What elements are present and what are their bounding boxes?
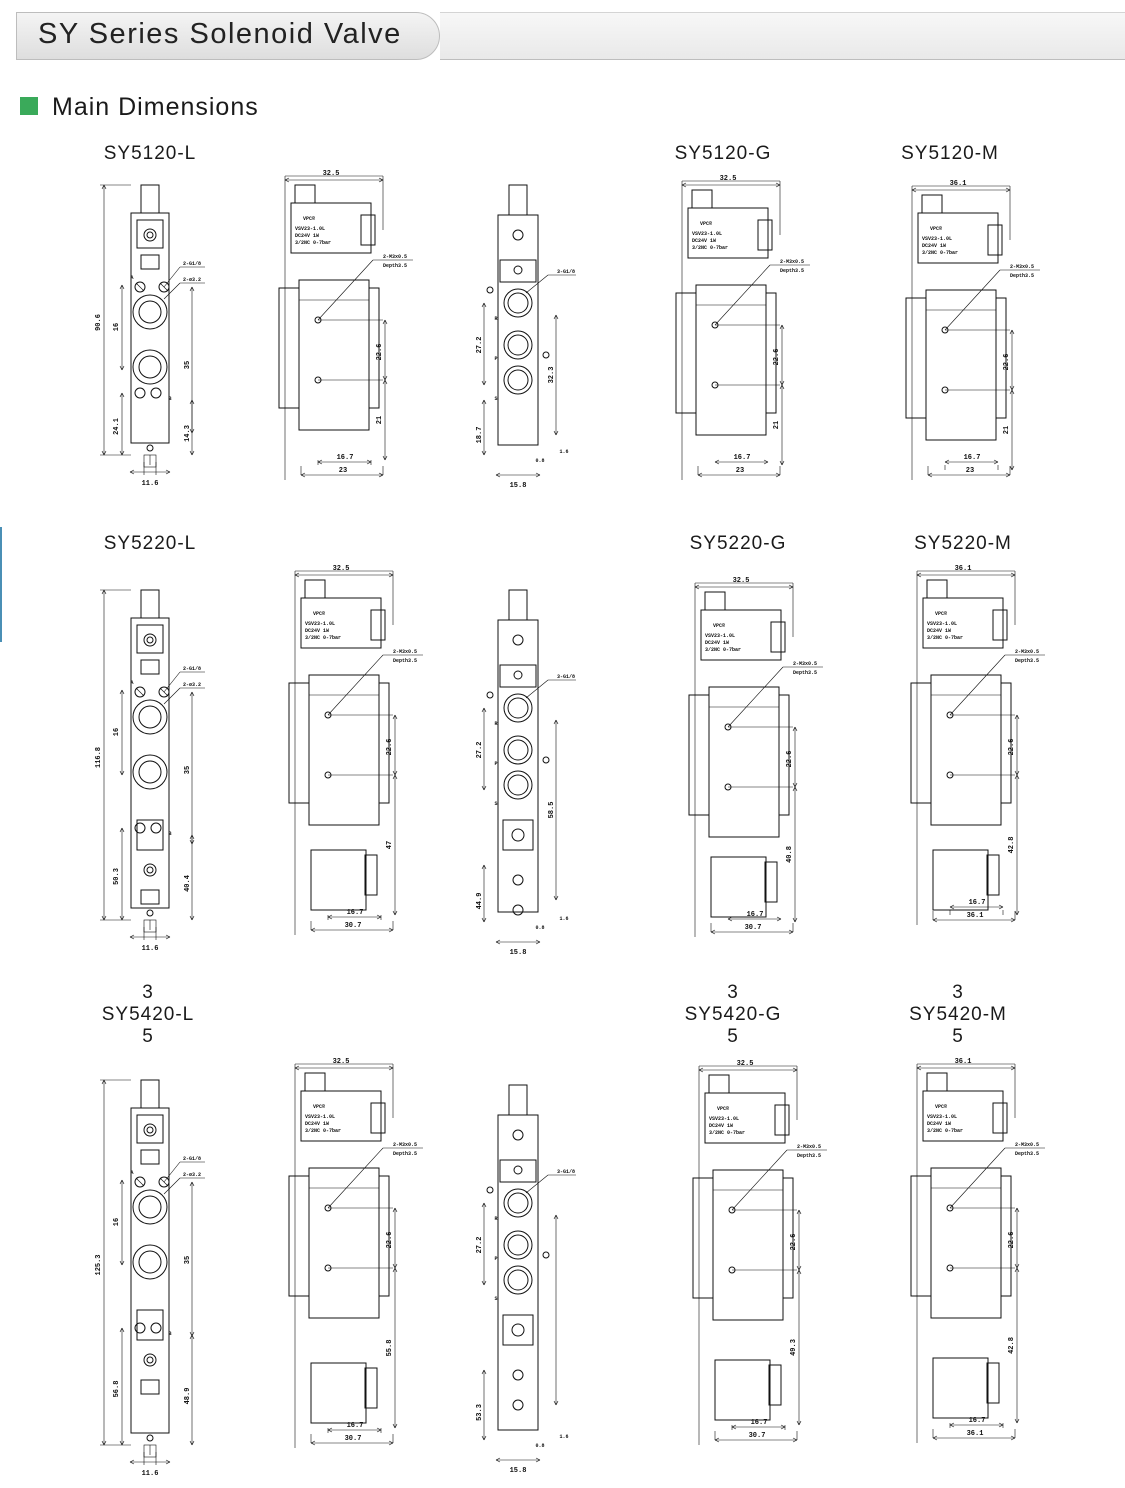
- dimension-label: Depth3.5: [779, 268, 805, 274]
- dimension-label: 0.8: [535, 1443, 545, 1449]
- model-label-sy5420-g: 3 SY5420-G 5: [684, 982, 782, 1047]
- port-mark-s: S: [494, 801, 498, 807]
- dimension-label: 2-M3x0.5: [779, 259, 805, 265]
- port-mark-s: S: [494, 396, 498, 402]
- dimension-label: 2-M3x0.5: [392, 649, 418, 655]
- coil-power: DC24V 1W: [927, 1121, 952, 1127]
- coil-power: DC24V 1W: [305, 1121, 330, 1127]
- coil-model: VSV23-1.0L: [692, 231, 723, 237]
- model-label-sy5420-l: 3 SY5420-L 5: [101, 982, 195, 1047]
- side-view-drawing: [905, 1058, 1075, 1483]
- dimension-label: 23: [735, 467, 745, 475]
- coil-power: DC24V 1W: [922, 243, 947, 249]
- coil-spec: 3/2NC 0-7bar: [922, 250, 959, 256]
- dimension-label: 32.5: [719, 175, 737, 183]
- dimension-label: 23: [338, 467, 348, 475]
- dimension-label: 27.2: [476, 336, 484, 354]
- model-label-sy5220-l: SY5220-L: [103, 533, 197, 554]
- dimension-label: 36.1: [954, 565, 972, 573]
- dimension-label: 42.8: [1008, 1337, 1016, 1354]
- coil-model: VSV23-1.0L: [305, 621, 336, 627]
- port-mark-a: A: [130, 680, 134, 686]
- dimension-label: 56.8: [113, 1380, 121, 1398]
- coil-brand: VPC®: [935, 1104, 948, 1110]
- dimension-label: 14.3: [184, 425, 192, 442]
- dimension-label: 53.3: [476, 1404, 484, 1421]
- dimension-label: 32.5: [732, 577, 750, 585]
- section-title: Main Dimensions: [52, 93, 259, 121]
- dimension-label: 24.1: [113, 418, 121, 435]
- side-view-drawing: [283, 1058, 453, 1488]
- port-mark-b: B: [168, 1331, 172, 1337]
- dimension-label: 48.9: [184, 1387, 192, 1405]
- coil-model: VSV23-1.0L: [705, 633, 736, 639]
- model-label-sy5120-l: SY5120-L: [103, 143, 197, 164]
- dimension-label: 0.8: [535, 458, 545, 464]
- coil-brand: VPC®: [717, 1106, 730, 1112]
- dimension-label: 2-M3x0.5: [1014, 1142, 1040, 1148]
- dimension-label: 22.6: [1008, 1231, 1016, 1249]
- dimension-label: 3-G1/8: [556, 674, 576, 680]
- dimension-label: 2-M3x0.5: [392, 1142, 418, 1148]
- dimension-label: Depth3.5: [382, 263, 408, 269]
- dimension-label: 35: [184, 360, 192, 370]
- port-view-drawing: [478, 1075, 588, 1480]
- dimension-label: 1.6: [559, 1434, 569, 1440]
- coil-brand: VPC®: [930, 226, 943, 232]
- dimension-label: 22.6: [773, 348, 781, 366]
- dimension-label: 11.6: [141, 1470, 159, 1478]
- dimension-label: 36.1: [954, 1058, 972, 1066]
- dimension-label: 47: [386, 840, 394, 850]
- coil-model: VSV23-1.0L: [927, 1114, 958, 1120]
- coil-power: DC24V 1W: [692, 238, 717, 244]
- side-view-drawing: [683, 577, 853, 977]
- dimension-label: 2-M3x0.5: [1009, 264, 1035, 270]
- dimension-label: 44.9: [476, 892, 484, 910]
- dimension-label: 116.8: [95, 746, 103, 769]
- dimension-label: 125.3: [95, 1254, 103, 1276]
- dimension-label: 21: [1003, 425, 1011, 435]
- dimension-label: 42.8: [1008, 836, 1016, 854]
- dimension-label: 16.7: [733, 454, 751, 462]
- dimension-label: 16: [113, 727, 121, 737]
- coil-brand: VPC®: [700, 221, 713, 227]
- dimension-label: Depth3.5: [1009, 273, 1035, 279]
- dimension-label: Depth3.5: [1014, 1151, 1040, 1157]
- dimension-label: 16.7: [963, 454, 981, 462]
- dimension-label: 16.7: [968, 1417, 986, 1425]
- dimension-label: 16.7: [336, 454, 354, 462]
- dimension-label: 0.8: [535, 925, 545, 931]
- dimension-label: 58.5: [548, 801, 556, 819]
- dimension-label: 36.1: [966, 912, 984, 920]
- port-mark-p: P: [494, 356, 498, 362]
- model-label-sy5120-m: SY5120-M: [901, 143, 999, 164]
- port-view-drawing: [478, 175, 588, 495]
- coil-spec: 3/2NC 0-7bar: [927, 635, 964, 641]
- port-mark-b: B: [168, 396, 172, 402]
- dimension-label: 49.3: [790, 1339, 798, 1356]
- coil-model: VSV23-1.0L: [295, 226, 326, 232]
- dimension-label: 32.5: [332, 1058, 350, 1066]
- dimension-label: 55.8: [386, 1339, 394, 1357]
- dimension-label: 22.6: [386, 1231, 394, 1249]
- port-mark-p: P: [494, 1256, 498, 1262]
- dimension-label: 2-M3x0.5: [796, 1144, 822, 1150]
- dimension-label: 22.6: [1008, 738, 1016, 756]
- dimension-label: 15.8: [509, 949, 527, 957]
- side-view-drawing: [687, 1060, 857, 1485]
- model-label-sy5120-g: SY5120-G: [674, 143, 772, 164]
- side-view-drawing: [900, 180, 1070, 520]
- dimension-label: 22.6: [786, 750, 794, 768]
- dimension-label: Depth3.5: [392, 658, 418, 664]
- dimension-label: 15.8: [509, 482, 527, 490]
- model-label-sy5220-g: SY5220-G: [689, 533, 787, 554]
- dimension-label: 3-G1/8: [556, 1169, 576, 1175]
- dimension-label: 22.6: [790, 1233, 798, 1251]
- coil-spec: 3/2NC 0-7bar: [305, 635, 342, 641]
- coil-power: DC24V 1W: [305, 628, 330, 634]
- coil-brand: VPC®: [313, 611, 326, 617]
- port-mark-r: R: [494, 316, 498, 322]
- dimension-label: Depth3.5: [392, 1151, 418, 1157]
- dimension-label: 1.6: [559, 916, 569, 922]
- port-view-drawing: [478, 580, 588, 962]
- dimension-label: 16.7: [346, 909, 364, 917]
- dimension-label: 2-ø3.2: [182, 277, 202, 283]
- dimension-label: 15.8: [509, 1467, 527, 1475]
- dimension-label: 27.2: [476, 741, 484, 759]
- dimension-label: 32.5: [736, 1060, 754, 1068]
- dimension-label: 30.7: [744, 924, 762, 932]
- coil-power: DC24V 1W: [709, 1123, 734, 1129]
- coil-brand: VPC®: [313, 1104, 326, 1110]
- coil-model: VSV23-1.0L: [709, 1116, 740, 1122]
- dimension-label: 22.6: [386, 738, 394, 756]
- dimension-label: 16.7: [968, 899, 986, 907]
- dimension-label: 2-G1/8: [182, 261, 202, 267]
- coil-spec: 3/2NC 0-7bar: [927, 1128, 964, 1134]
- dimension-label: 21: [376, 415, 384, 425]
- dimension-label: 32.5: [332, 565, 350, 573]
- dimension-label: 30.7: [344, 1435, 362, 1443]
- dimension-label: 2-M3x0.5: [1014, 649, 1040, 655]
- dimension-label: 2-ø3.2: [182, 682, 202, 688]
- dimension-label: 16.7: [750, 1419, 768, 1427]
- dimension-label: Depth3.5: [796, 1153, 822, 1159]
- coil-model: VSV23-1.0L: [927, 621, 958, 627]
- dimension-label: 27.2: [476, 1236, 484, 1254]
- coil-power: DC24V 1W: [705, 640, 730, 646]
- port-mark-r: R: [494, 1216, 498, 1222]
- dimension-label: 18.7: [476, 426, 484, 444]
- dimension-label: 30.7: [344, 922, 362, 930]
- coil-brand: VPC®: [303, 216, 316, 222]
- dimension-label: 22.6: [376, 343, 384, 361]
- dimension-label: Depth3.5: [1014, 658, 1040, 664]
- coil-spec: 3/2NC 0-7bar: [705, 647, 742, 653]
- front-view-drawing: [92, 1070, 202, 1480]
- coil-model: VSV23-1.0L: [305, 1114, 336, 1120]
- dimension-label: 21: [773, 420, 781, 430]
- coil-model: VSV23-1.0L: [922, 236, 953, 242]
- dimension-label: 2-G1/8: [182, 666, 202, 672]
- coil-brand: VPC®: [713, 623, 726, 629]
- dimension-label: 2-G1/8: [182, 1156, 202, 1162]
- dimension-label: 16.7: [346, 1422, 364, 1430]
- dimension-label: 16: [113, 1217, 121, 1227]
- model-label-sy5220-m: SY5220-M: [914, 533, 1012, 554]
- dimension-label: 32.5: [322, 170, 340, 178]
- port-mark-a: A: [130, 275, 134, 281]
- front-view-drawing: [92, 580, 202, 955]
- side-view-drawing: [283, 565, 453, 975]
- page-title: SY Series Solenoid Valve: [38, 18, 402, 50]
- dimension-label: 50.3: [113, 868, 121, 885]
- side-view-drawing: [670, 175, 840, 520]
- coil-spec: 3/2NC 0-7bar: [709, 1130, 746, 1136]
- dimension-label: 2-ø3.2: [182, 1172, 202, 1178]
- dimension-label: Depth3.5: [792, 670, 818, 676]
- coil-spec: 3/2NC 0-7bar: [295, 240, 332, 246]
- dimension-label: 2-M3x0.5: [382, 254, 408, 260]
- front-view-drawing: [92, 175, 202, 490]
- header-bar: [440, 12, 1125, 60]
- dimension-label: 16: [113, 322, 121, 332]
- coil-power: DC24V 1W: [927, 628, 952, 634]
- port-mark-a: A: [130, 1170, 134, 1176]
- dimension-label: 40.4: [184, 875, 192, 892]
- coil-brand: VPC®: [935, 611, 948, 617]
- coil-spec: 3/2NC 0-7bar: [692, 245, 729, 251]
- dimension-label: 32.3: [548, 366, 556, 384]
- dimension-label: 36.1: [966, 1430, 984, 1438]
- model-label-sy5420-m: 3 SY5420-M 5: [909, 982, 1007, 1047]
- dimension-label: 2-M3x0.5: [792, 661, 818, 667]
- dimension-label: 11.6: [141, 945, 159, 953]
- dimension-label: 22.6: [1003, 353, 1011, 371]
- port-mark-r: R: [494, 721, 498, 727]
- side-view-drawing: [905, 565, 1075, 965]
- dimension-label: 35: [184, 1255, 192, 1265]
- dimension-label: 1.6: [559, 449, 569, 455]
- dimension-label: 90.6: [95, 314, 103, 331]
- port-mark-p: P: [494, 761, 498, 767]
- dimension-label: 23: [965, 467, 975, 475]
- coil-spec: 3/2NC 0-7bar: [305, 1128, 342, 1134]
- dimension-label: 30.7: [748, 1432, 766, 1440]
- section-bullet-icon: [20, 97, 38, 115]
- dimension-label: 16.7: [746, 911, 764, 919]
- port-mark-s: S: [494, 1296, 498, 1302]
- dimension-label: 3-G1/8: [556, 269, 576, 275]
- side-view-drawing: [273, 170, 443, 520]
- dimension-label: 11.6: [141, 480, 159, 488]
- side-accent-line: [0, 527, 2, 642]
- port-mark-b: B: [168, 831, 172, 837]
- dimension-label: 36.1: [949, 180, 967, 188]
- coil-power: DC24V 1W: [295, 233, 320, 239]
- dimension-label: 40.8: [786, 846, 794, 863]
- dimension-label: 35: [184, 765, 192, 775]
